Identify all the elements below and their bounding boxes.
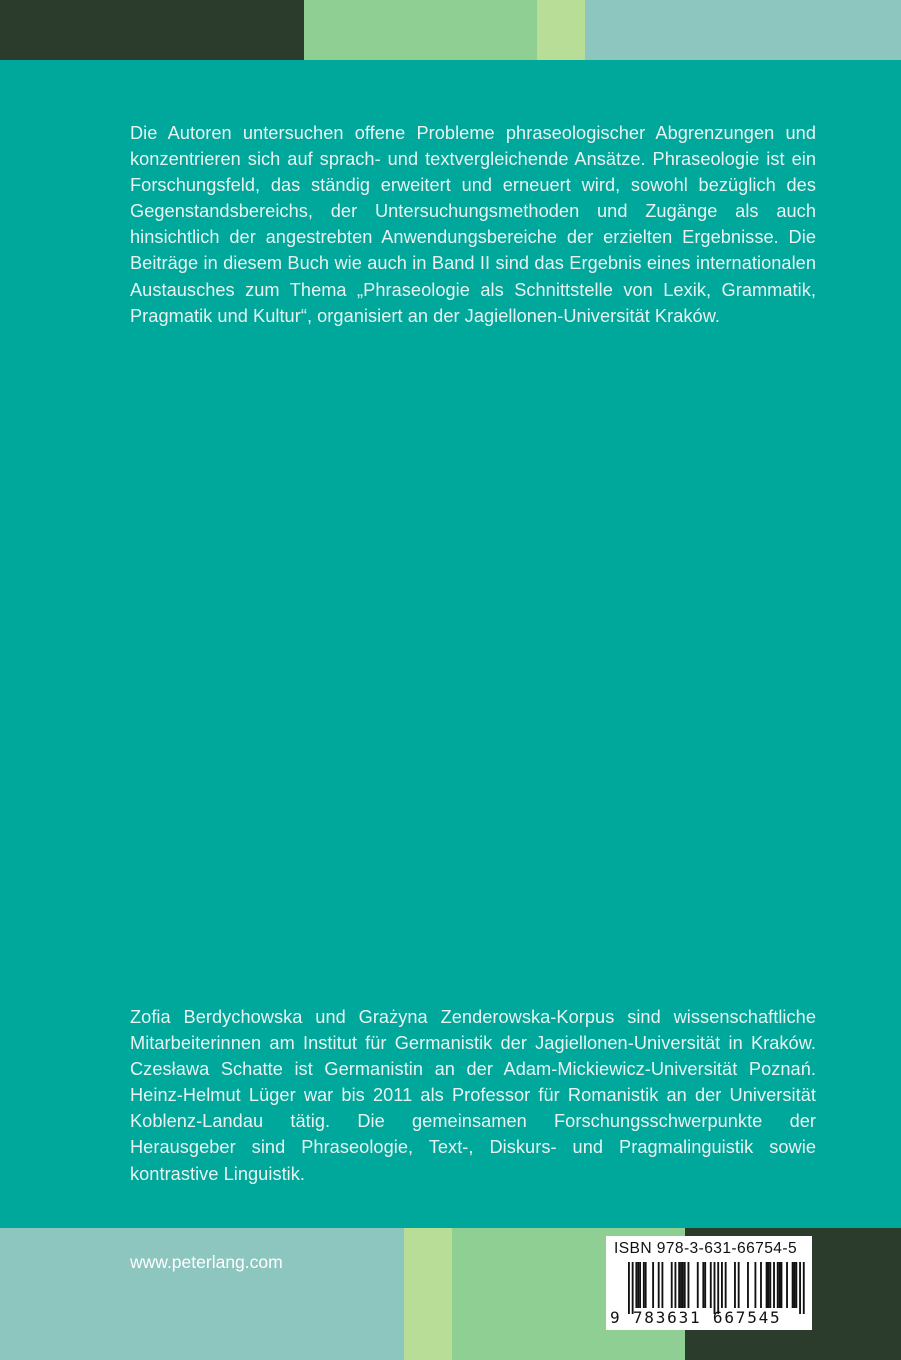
barcode-bar <box>682 1262 684 1308</box>
barcode-bar <box>799 1262 801 1314</box>
barcode-bar <box>779 1262 781 1308</box>
publisher-url-link[interactable]: www.peterlang.com <box>130 1252 283 1272</box>
barcode-bar <box>792 1262 794 1308</box>
bottom-band-teal-segment <box>0 1228 404 1360</box>
barcode-bar <box>738 1262 740 1308</box>
isbn-label: ISBN 978-3-631-66754-5 <box>614 1240 798 1257</box>
barcode-bar <box>781 1262 783 1308</box>
barcode-bar <box>747 1262 749 1308</box>
barcode-bar <box>635 1262 637 1308</box>
barcode-bar <box>803 1262 805 1314</box>
barcode-bar <box>734 1262 736 1308</box>
blurb-paragraph: Die Autoren untersuchen offene Probleme phraseologischer Abgrenzungen und konzentrieren sich auf sprach- und textvergleichende Ansätze. Phraseologie ist ein Forschungsfeld, das ständig erweitert und erneuert wird, sowohl bezüglich des Gegenstandsbereichs, der Untersuchungsmethoden und Zugänge als auch hinsichtlich der angestrebten Anwendungsbereiche der erzielten Ergebnisse. Die Beiträge in diesem Buch wie auch in Band II sind das Ergebnis eines internationalen Austausches zum Thema „Phraseologie als Schnittstelle von Lexik, Grammatik, Pragmatik und Kultur“, organisiert an der Jagiellonen-Universität Kraków. <box>130 123 816 326</box>
editors-bio <box>130 1004 816 1187</box>
barcode-bar <box>725 1262 727 1308</box>
barcode-bar <box>721 1262 723 1308</box>
barcode-bar <box>777 1262 779 1308</box>
barcode-bar <box>684 1262 686 1308</box>
barcode-bar <box>652 1262 654 1308</box>
barcode-bar <box>702 1262 704 1308</box>
barcode-bar <box>710 1262 712 1308</box>
top-band-teal-segment <box>585 0 901 60</box>
barcode-bar <box>714 1262 716 1314</box>
barcode-bar <box>794 1262 796 1308</box>
barcode-bar <box>773 1262 775 1308</box>
barcode-bar <box>661 1262 663 1308</box>
barcode-bar <box>645 1262 647 1308</box>
barcode-bar <box>766 1262 768 1308</box>
barcode-bar <box>628 1262 630 1314</box>
ean-digits: 9 783631 667545 <box>610 1308 782 1327</box>
barcode-bar <box>717 1262 719 1314</box>
barcode-bar <box>754 1262 756 1308</box>
barcode-bar <box>769 1262 771 1308</box>
barcode-bar <box>795 1262 797 1308</box>
barcode-bar <box>675 1262 677 1308</box>
barcode-bar <box>632 1262 634 1314</box>
isbn-barcode <box>606 1236 812 1330</box>
barcode-bar <box>786 1262 788 1308</box>
top-band-green-segment <box>304 0 537 60</box>
top-band-dark-segment <box>0 0 304 60</box>
editors-bio-paragraph: Zofia Berdychowska und Grażyna Zenderowska-Korpus sind wissenschaftliche Mitarbeiterinnen am Institut für Germanistik der Jagiellonen-Universität in Kraków. Czesława Schatte ist Germanistin an der Adam-Mickiewicz-Universität Poznań. Heinz-Helmut Lüger war bis 2011 als Professor für Romanistik an der Universität Koblenz-Landau tätig. Die gemeinsamen Forschungsschwerpunkte der Herausgeber sind Phraseologie, Text-, Diskurs- und Pragmalinguistik sowie kontrastive Linguistik. <box>130 1007 816 1184</box>
top-color-band <box>0 0 901 60</box>
barcode-bar <box>658 1262 660 1308</box>
top-band-lightgreen-segment <box>537 0 585 60</box>
barcode-bar <box>678 1262 680 1308</box>
barcode-bar <box>760 1262 762 1308</box>
barcode-bar <box>688 1262 690 1308</box>
barcode-bar <box>637 1262 639 1308</box>
barcode-bar <box>643 1262 645 1308</box>
barcode-bar <box>680 1262 682 1308</box>
barcode-bar <box>671 1262 673 1308</box>
barcode-bar <box>639 1262 641 1308</box>
blurb-text <box>130 120 816 329</box>
barcode-bar <box>768 1262 770 1308</box>
barcode-bar <box>704 1262 706 1308</box>
barcode-bar <box>697 1262 699 1308</box>
bottom-band-lightgreen-segment <box>404 1228 452 1360</box>
